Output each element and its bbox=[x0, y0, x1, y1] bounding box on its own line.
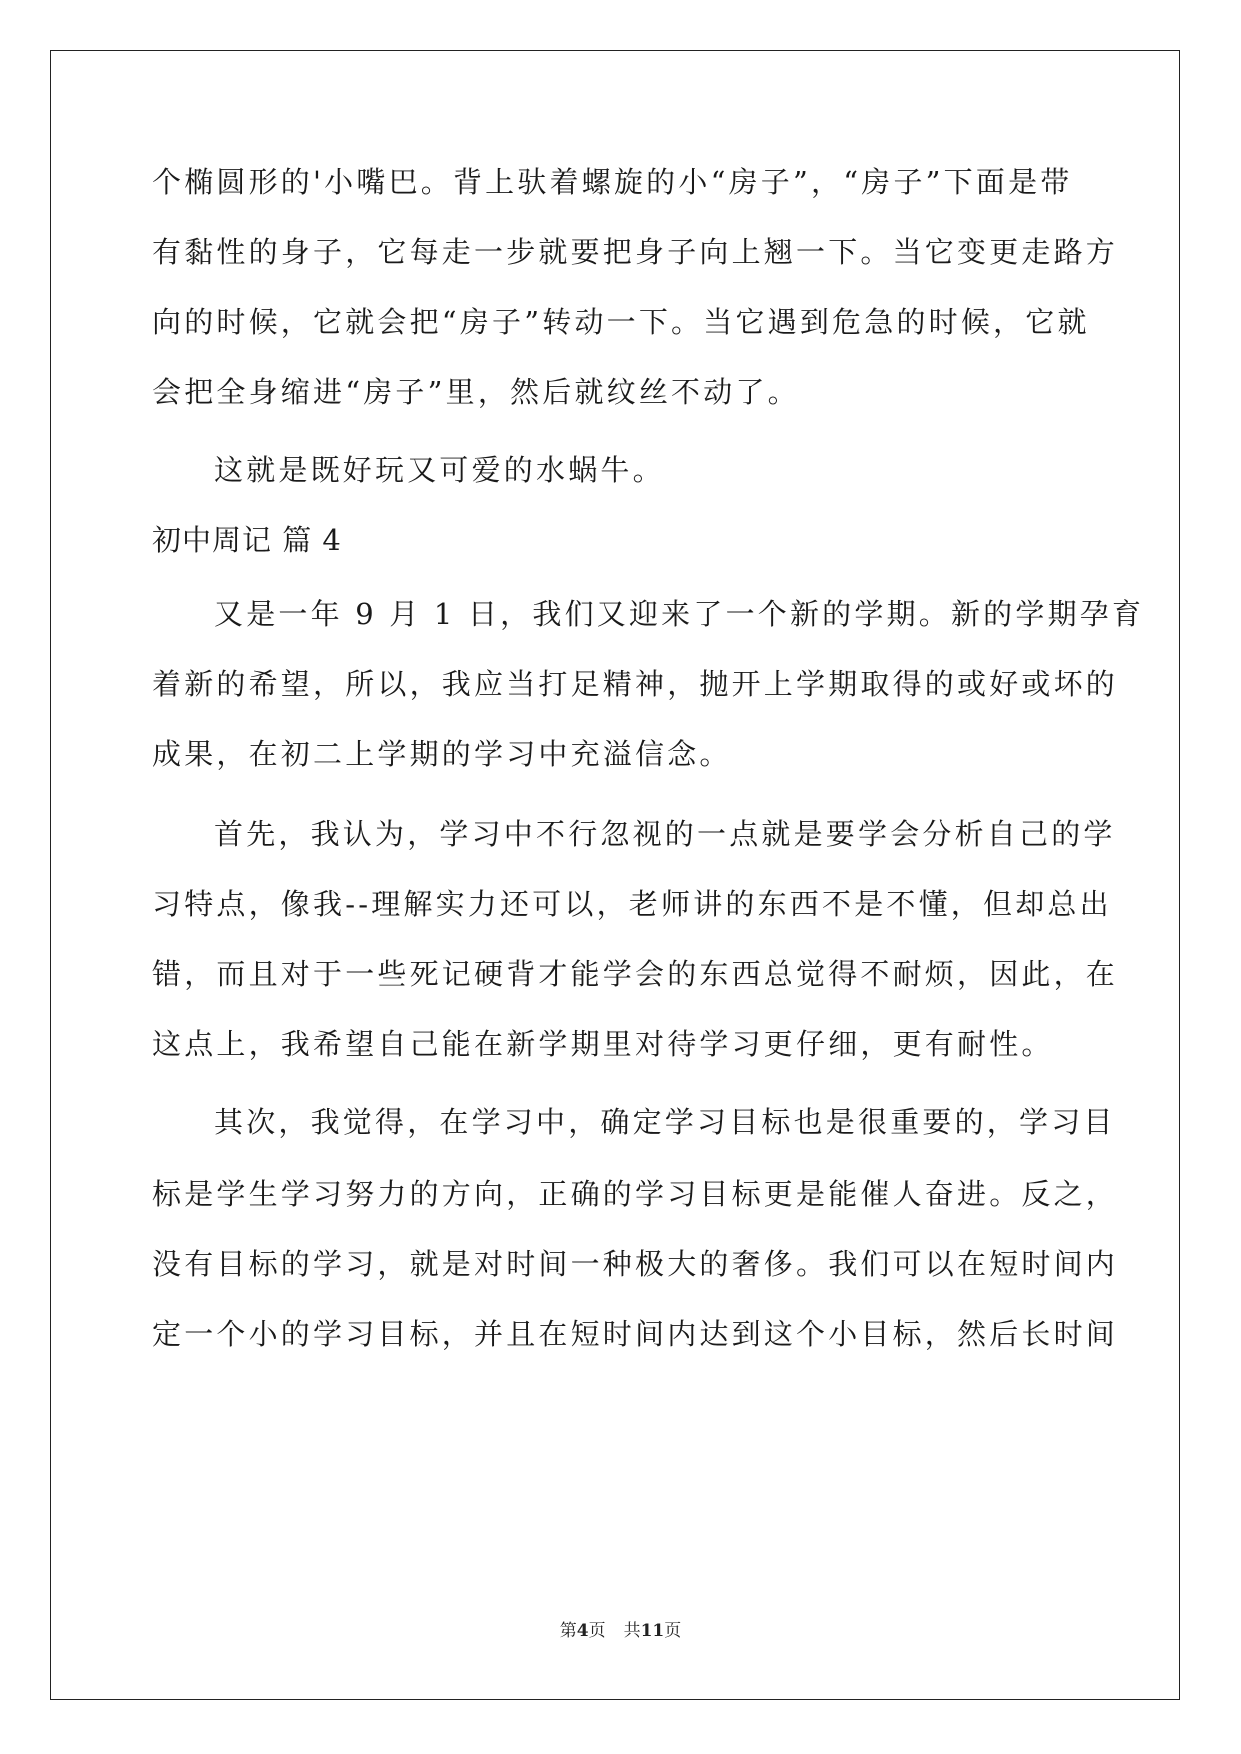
text-line: 会把全身缩进“房子”里，然后就纹丝不动了。 bbox=[152, 375, 800, 409]
text-line: 错，而且对于一些死记硬背才能学会的东西总觉得不耐烦，因此，在 bbox=[152, 957, 1119, 991]
text-line: 这就是既好玩又可爱的水蜗牛。 bbox=[214, 453, 665, 487]
page-footer bbox=[0, 1620, 1241, 1642]
text-line: 个椭圆形的'小嘴巴。背上驮着螺旋的小“房子”，“房子”下面是带 bbox=[152, 165, 1073, 199]
text-line: 着新的希望，所以，我应当打足精神，抛开上学期取得的或好或坏的 bbox=[152, 667, 1119, 701]
text-line: 习特点，像我--理解实力还可以，老师讲的东西不是不懂，但却总出 bbox=[152, 887, 1112, 921]
total-suffix: 页 bbox=[664, 1621, 682, 1641]
text-line: 标是学生学习努力的方向，正确的学习目标更是能催人奋进。反之， bbox=[152, 1177, 1119, 1211]
page-suffix: 页 bbox=[588, 1621, 606, 1641]
total-prefix: 共 bbox=[623, 1621, 641, 1641]
page-prefix: 第 bbox=[559, 1621, 577, 1641]
text-line: 向的时候，它就会把“房子”转动一下。当它遇到危急的时候，它就 bbox=[152, 305, 1090, 339]
page-number: 4 bbox=[576, 1621, 589, 1641]
text-line: 又是一年 9 月 1 日，我们又迎来了一个新的学期。新的学期孕育 bbox=[214, 597, 1145, 631]
total-pages: 11 bbox=[640, 1621, 665, 1641]
text-line: 这点上，我希望自己能在新学期里对待学习更仔细，更有耐性。 bbox=[152, 1027, 1054, 1061]
text-line: 定一个小的学习目标，并且在短时间内达到这个小目标，然后长时间 bbox=[152, 1317, 1119, 1351]
text-line: 首先，我认为，学习中不行忽视的一点就是要学会分析自己的学 bbox=[214, 817, 1116, 851]
text-line: 没有目标的学习，就是对时间一种极大的奢侈。我们可以在短时间内 bbox=[152, 1247, 1119, 1281]
text-line: 其次，我觉得，在学习中，确定学习目标也是很重要的，学习目 bbox=[214, 1105, 1116, 1139]
page-border bbox=[50, 50, 1180, 1700]
section-heading: 初中周记 篇 4 bbox=[152, 523, 342, 557]
text-line: 成果，在初二上学期的学习中充溢信念。 bbox=[152, 737, 732, 771]
text-line: 有黏性的身子，它每走一步就要把身子向上翘一下。当它变更走路方 bbox=[152, 235, 1119, 269]
